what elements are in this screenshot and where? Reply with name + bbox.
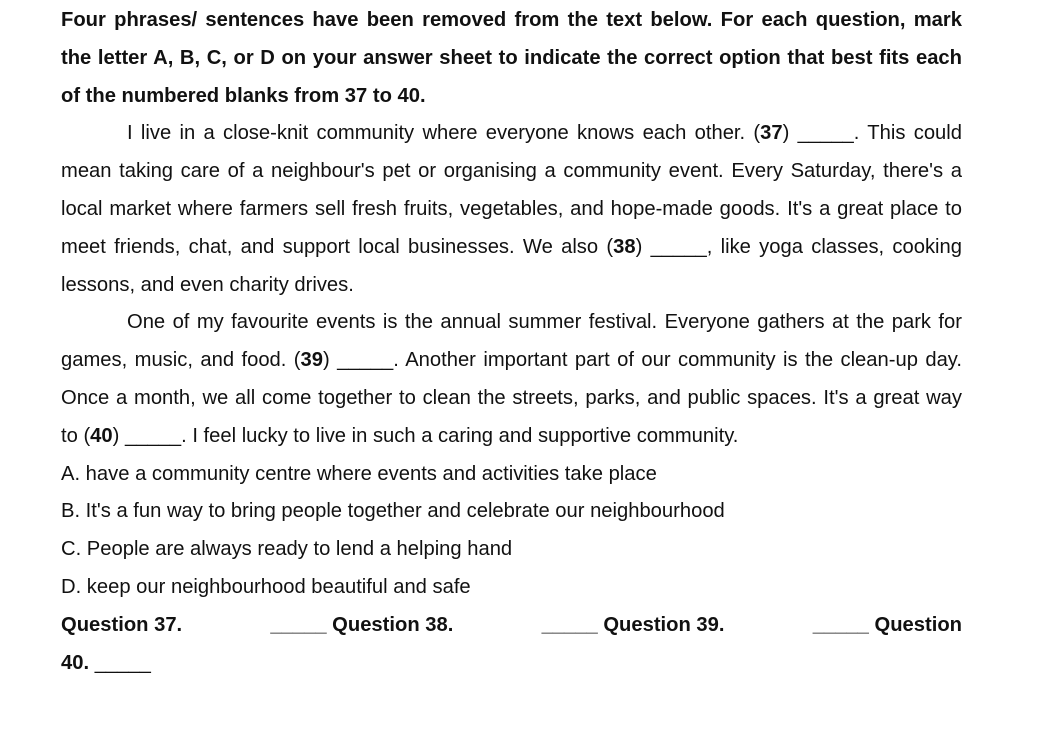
p2-text-1: One of my favourite events is the annual summer festival. Everyone gathers at the park for games, music, and food. (	[61, 311, 962, 372]
answer-row	[61, 607, 962, 645]
blank-number-37: 37	[760, 122, 783, 145]
p1-text-2: ) _____. This could mean taking care of a neighbour's pet or organising a community event. Every Saturday, there's a local market where farmers sell fresh fruits, vegetables, and hope-made goods. It's a great place to meet friends, chat, and support local businesses. We also (	[61, 122, 962, 258]
answer-row-continued	[61, 645, 962, 683]
option-b: B. It's a fun way to bring people together and celebrate our neighbourhood	[61, 500, 725, 523]
answer-label-37: Question 37.	[61, 613, 183, 636]
blank-number-39: 39	[300, 349, 323, 372]
answer-label-38: _____ Question 38.	[270, 613, 454, 636]
passage-paragraph-1	[61, 115, 962, 304]
exercise-document	[61, 2, 962, 682]
p2-text-3: ) _____. I feel lucky to live in such a caring and supportive community.	[112, 424, 739, 447]
blank-number-40: 40	[90, 424, 113, 447]
answer-label-40: _____ Question	[812, 613, 962, 636]
p1-text-1: I live in a close-knit community where everyone knows each other. (	[127, 122, 761, 145]
option-a: A. have a community centre where events and activities take place	[61, 462, 657, 485]
answer-label-39: _____ Question 39.	[541, 613, 725, 636]
options-list	[61, 456, 962, 607]
answer-blank-40: _____	[94, 651, 151, 674]
option-d: D. keep our neighbourhood beautiful and safe	[61, 575, 471, 598]
p2-text-2: ) _____. Another important part of our community is the clean-up day. Once a month, we all come together to clean the streets, parks, and public spaces. It's a great way to (	[61, 349, 962, 447]
passage-paragraph-2	[61, 304, 962, 455]
p1-text-3: ) _____, like yoga classes, cooking lessons, and even charity drives.	[61, 235, 962, 296]
answer-label-40-number: 40.	[61, 651, 90, 674]
blank-number-38: 38	[613, 235, 636, 258]
option-c: C. People are always ready to lend a helping hand	[61, 538, 513, 561]
instruction-text: Four phrases/ sentences have been removed from the text below. For each question, mark the letter A, B, C, or D on your answer sheet to indicate the correct option that best fits each of the numbered blanks from 37 to 40.	[61, 9, 962, 107]
